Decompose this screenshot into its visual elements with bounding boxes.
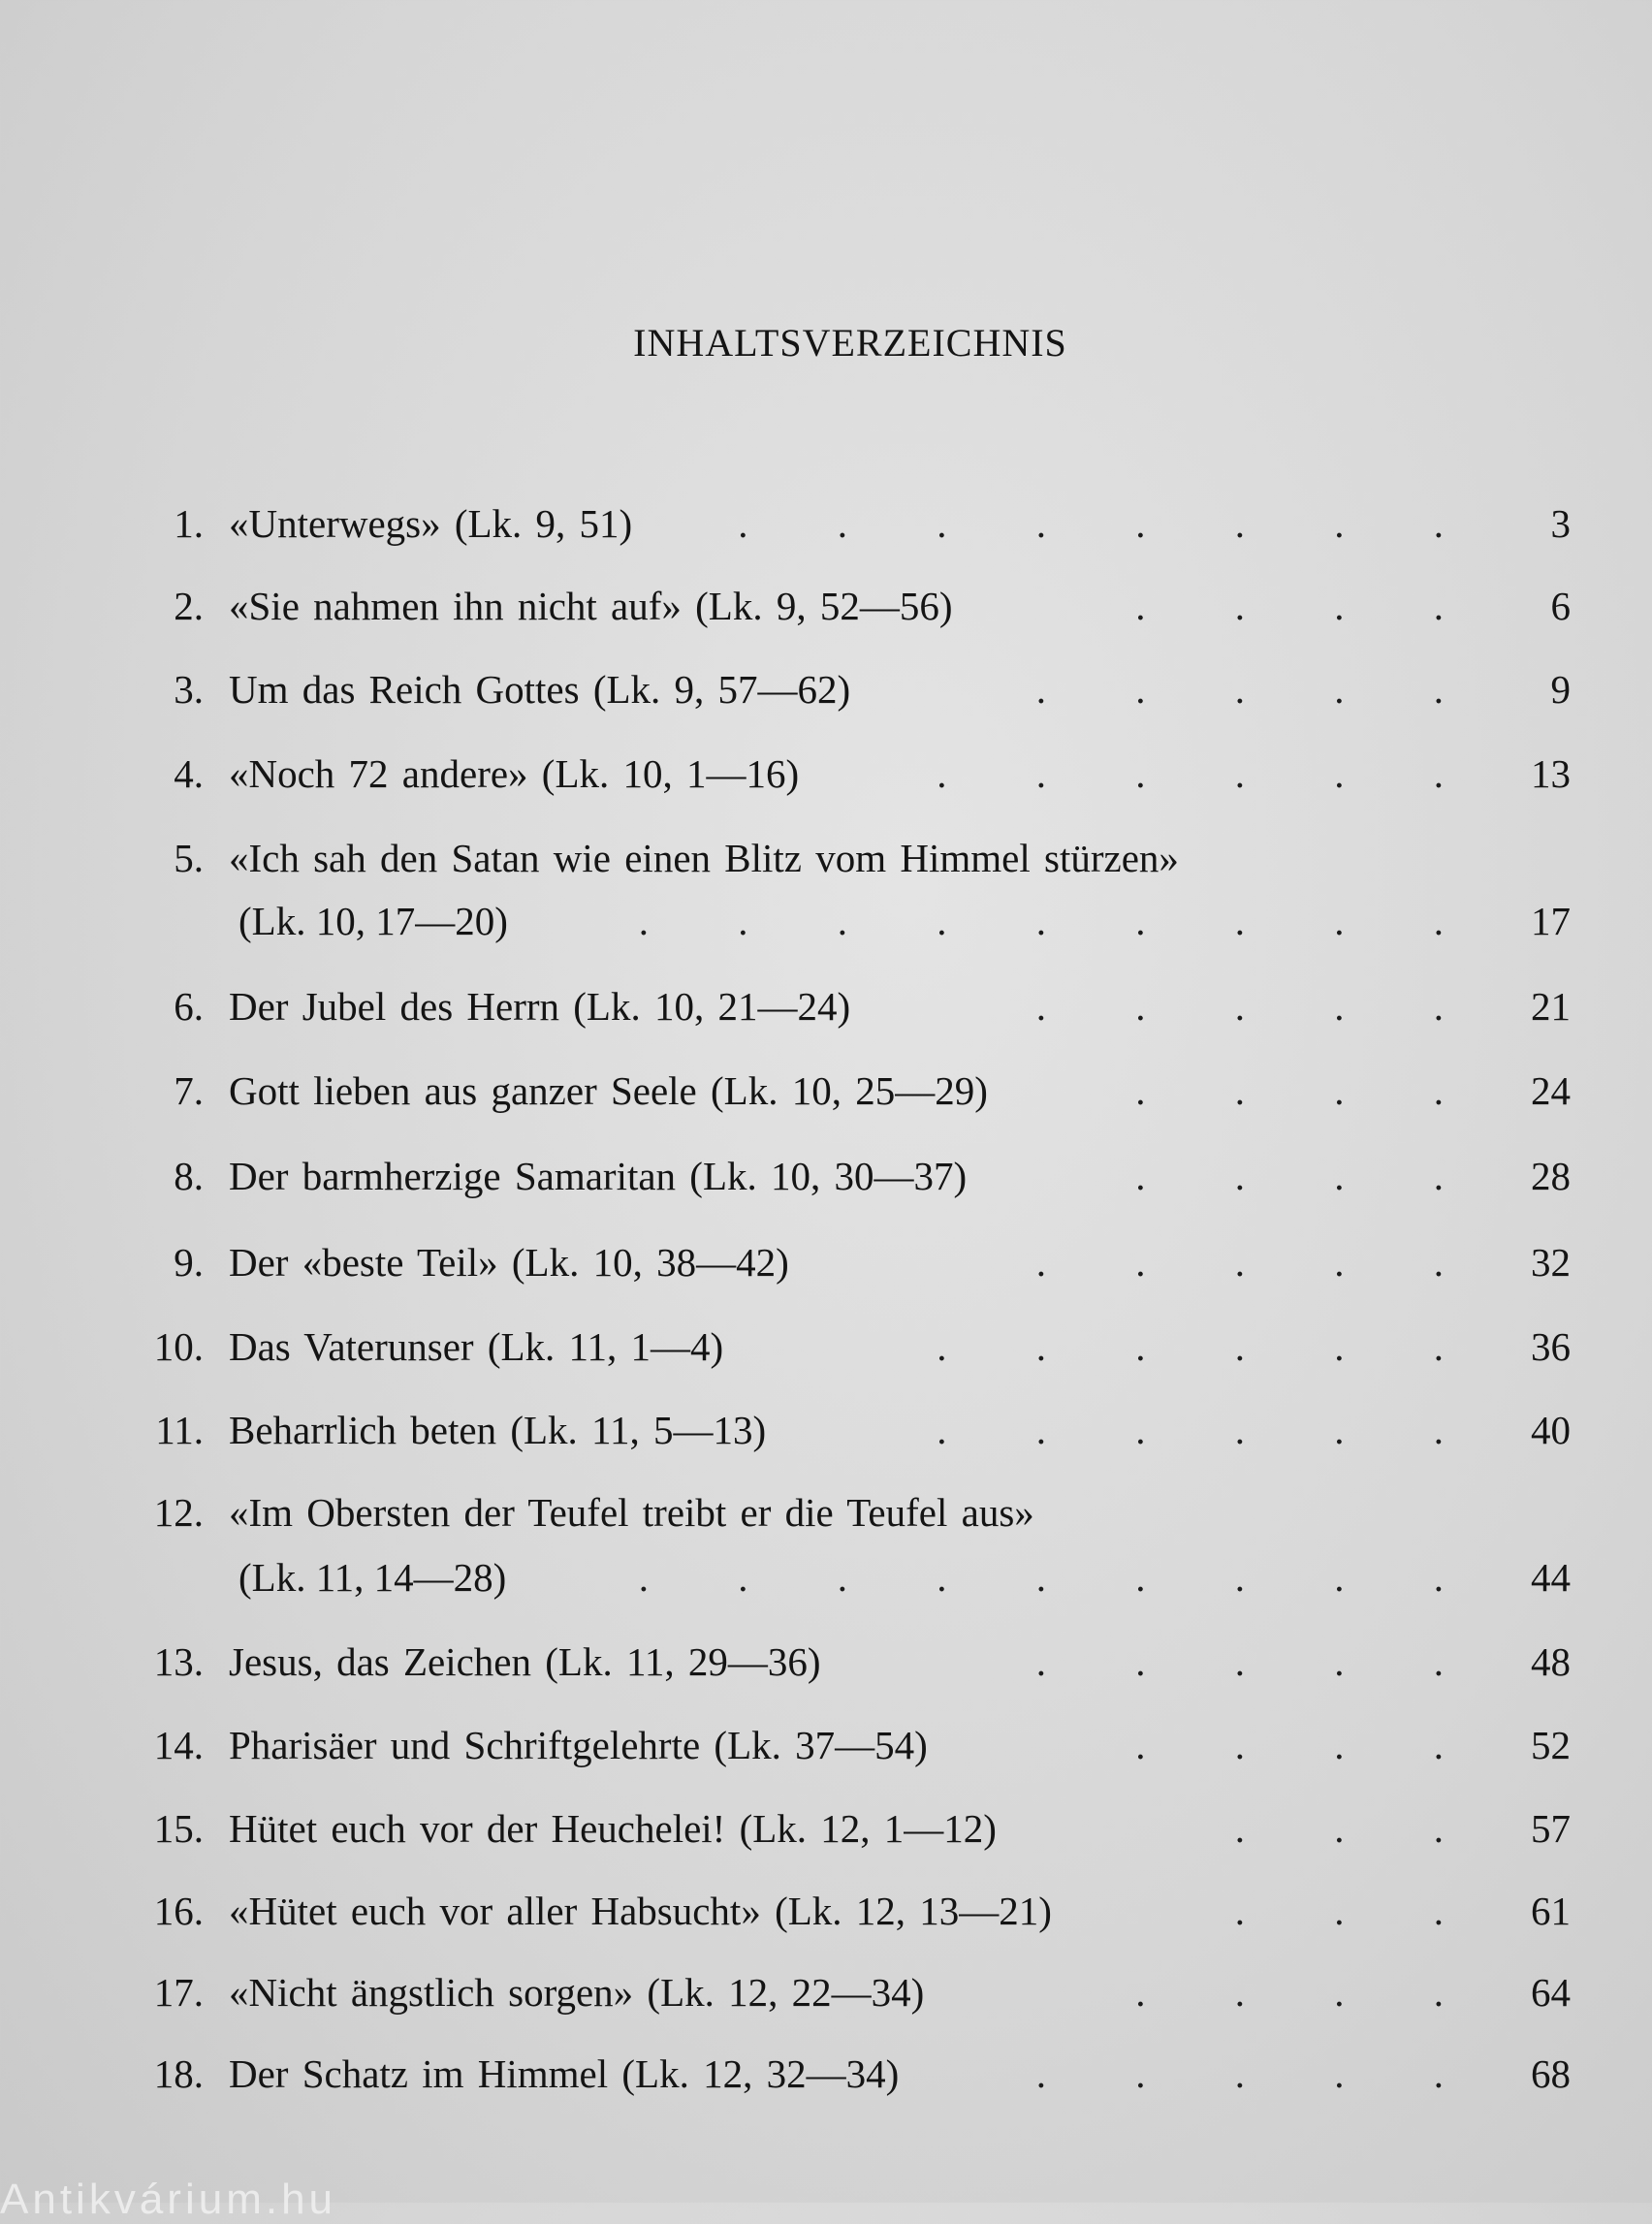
entry-number: 13. [153, 1639, 204, 1684]
leader-dots: . . . . . . [937, 1324, 1444, 1369]
leader-dots: . . . [1234, 1806, 1444, 1851]
watermark: Antikvárium.hu [0, 2176, 337, 2223]
entry-number: 11. [155, 1408, 204, 1452]
entry-title: Um das Reich Gottes (Lk. 9, 57—62) [229, 667, 851, 712]
entry-page-number: 21 [1531, 984, 1571, 1029]
entry-number: 17. [153, 1970, 204, 2015]
leader-dots: . . . . [1135, 1154, 1444, 1198]
entry-page-number: 24 [1531, 1068, 1571, 1113]
entry-page-number: 36 [1531, 1324, 1571, 1369]
entry-title: «Sie nahmen ihn nicht auf» (Lk. 9, 52—56) [229, 584, 953, 628]
entry-number: 7. [174, 1068, 204, 1113]
entry-page-number: 13 [1531, 751, 1571, 796]
entry-number: 15. [153, 1806, 204, 1851]
entry-page-number: 52 [1531, 1723, 1571, 1767]
entry-page-number: 44 [1531, 1555, 1571, 1600]
entry-number: 3. [174, 667, 204, 712]
entry-number: 9. [174, 1240, 204, 1285]
entry-title: «Im Obersten der Teufel treibt er die Teufel aus» [229, 1490, 1034, 1535]
entry-title: Der «beste Teil» (Lk. 10, 38—42) [229, 1240, 789, 1285]
entry-page-number: 68 [1531, 2051, 1571, 2096]
leader-dots: . . . . [1135, 1970, 1444, 2015]
entry-title: «Unterwegs» (Lk. 9, 51) [229, 501, 633, 546]
leader-dots: . . . . . . . . . [638, 1555, 1444, 1600]
entry-title: «Noch 72 andere» (Lk. 10, 1—16) [229, 751, 800, 796]
leader-dots: . . . . . [1035, 667, 1444, 712]
leader-dots: . . . . . . . . [738, 501, 1444, 546]
leader-dots: . . . . . [1035, 2051, 1444, 2096]
entry-title: Das Vaterunser (Lk. 11, 1—4) [229, 1324, 724, 1369]
entry-page-number: 32 [1531, 1240, 1571, 1285]
entry-number: 14. [153, 1723, 204, 1767]
leader-dots: . . . . [1135, 1723, 1444, 1767]
entry-title: «Nicht ängstlich sorgen» (Lk. 12, 22—34) [229, 1970, 925, 2015]
entry-page-number: 28 [1531, 1154, 1571, 1198]
entry-title: Der barmherzige Samaritan (Lk. 10, 30—37) [229, 1154, 968, 1198]
page-title: INHALTSVERZEICHNIS [633, 321, 1067, 365]
entry-title-continuation: (Lk. 11, 14—28) [238, 1555, 507, 1600]
entry-page-number: 3 [1550, 501, 1571, 546]
entry-title-continuation: (Lk. 10, 17—20) [238, 899, 508, 943]
leader-dots: . . . . . . [937, 1408, 1444, 1452]
entry-title: Der Jubel des Herrn (Lk. 10, 21—24) [229, 984, 851, 1029]
leader-dots: . . . . . . . . . [638, 899, 1444, 943]
entry-number: 10. [153, 1324, 204, 1369]
entry-title: «Hütet euch vor aller Habsucht» (Lk. 12, 13—21) [229, 1889, 1052, 1933]
entry-number: 5. [174, 836, 204, 880]
entry-title: Gott lieben aus ganzer Seele (Lk. 10, 25—29) [229, 1068, 988, 1113]
entry-title: Der Schatz im Himmel (Lk. 12, 32—34) [229, 2051, 900, 2096]
entry-title: Hütet euch vor der Heuchelei! (Lk. 12, 1—12) [229, 1806, 997, 1851]
entry-number: 12. [153, 1490, 204, 1535]
leader-dots: . . . . . [1035, 984, 1444, 1029]
leader-dots: . . . [1234, 1889, 1444, 1933]
entry-title: Pharisäer und Schriftgelehrte (Lk. 37—54) [229, 1723, 928, 1767]
entry-page-number: 48 [1531, 1639, 1571, 1684]
entry-number: 2. [174, 584, 204, 628]
entry-page-number: 64 [1531, 1970, 1571, 2015]
entry-title: «Ich sah den Satan wie einen Blitz vom Himmel stürzen» [229, 836, 1179, 880]
entry-page-number: 9 [1550, 667, 1571, 712]
entry-page-number: 57 [1531, 1806, 1571, 1851]
entry-number: 18. [153, 2051, 204, 2096]
entry-page-number: 6 [1550, 584, 1571, 628]
entry-number: 1. [174, 501, 204, 546]
entry-page-number: 17 [1531, 899, 1571, 943]
entry-page-number: 40 [1531, 1408, 1571, 1452]
leader-dots: . . . . . [1035, 1240, 1444, 1285]
entry-number: 4. [174, 751, 204, 796]
entry-number: 6. [174, 984, 204, 1029]
entry-title: Jesus, das Zeichen (Lk. 11, 29—36) [229, 1639, 821, 1684]
leader-dots: . . . . [1135, 1068, 1444, 1113]
entry-title: Beharrlich beten (Lk. 11, 5—13) [229, 1408, 767, 1452]
leader-dots: . . . . [1135, 584, 1444, 628]
leader-dots: . . . . . [1035, 1639, 1444, 1684]
entry-page-number: 61 [1531, 1889, 1571, 1933]
entry-number: 8. [174, 1154, 204, 1198]
entry-number: 16. [153, 1889, 204, 1933]
leader-dots: . . . . . . [937, 751, 1444, 796]
